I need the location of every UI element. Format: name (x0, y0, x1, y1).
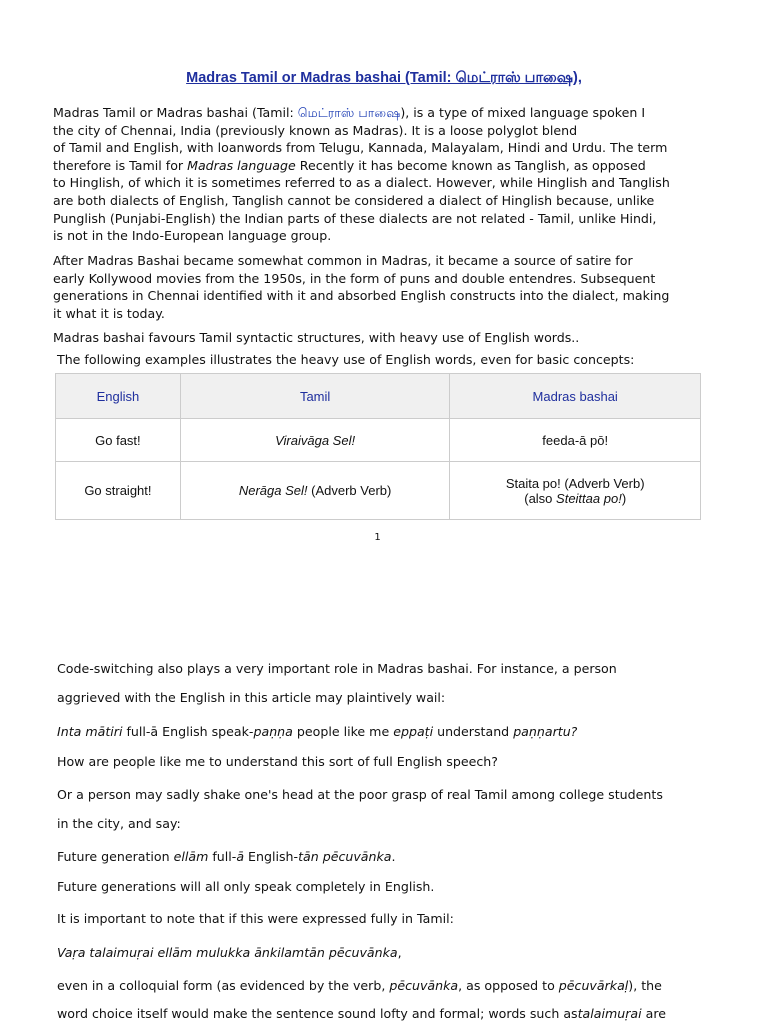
document-title: Madras Tamil or Madras bashai (Tamil: மெட்ராஸ் பாஷை), (186, 70, 582, 86)
intro-line-2: the city of Chennai, India (previously known as Madras). It is a loose polyglot blend (53, 122, 578, 138)
intro-text: ), is a type of mixed language spoken I (400, 105, 646, 120)
alt-text: ) (621, 490, 627, 506)
alt-text: (also (524, 490, 557, 506)
plain-text: even in a colloquial form (as evidenced by the verb, (57, 978, 390, 993)
history-line-2: early Kollywood movies from the 1950s, in the form of puns and double entendres. Subsequent (53, 270, 656, 286)
table-header-row (56, 374, 701, 419)
italic-term: Inta mātiri (57, 724, 123, 739)
cell-english: Go straight! (56, 462, 181, 520)
history-paragraph (53, 252, 708, 322)
syntax-text: Madras bashai favours Tamil syntactic structures, with heavy use of English words.. (53, 330, 580, 345)
code-switch-line-5: It is important to note that if this were expressed fully in Tamil: (57, 911, 454, 926)
cell-madras-bashai (450, 419, 701, 462)
italic-term: paṇṇa (253, 724, 293, 739)
madras-phrase: Staita po! (Adverb Verb) (505, 475, 645, 491)
header-tamil: Tamil (180, 374, 450, 419)
code-switch-line-7 (57, 1006, 712, 1021)
plain-text: , (397, 945, 402, 960)
history-line-3: generations in Chennai identified with it and absorbed English constructs into the dialect, making (53, 288, 670, 304)
code-switch-line-6 (57, 978, 712, 993)
intro-paragraph (53, 104, 708, 245)
example-sentence-2 (57, 849, 712, 864)
italic-term: paṇṇartu? (513, 724, 578, 739)
syntax-paragraph (53, 329, 708, 347)
cell-english: Go fast! (56, 419, 181, 462)
plain-text: English- (244, 849, 299, 864)
example-sentence-3 (57, 945, 712, 960)
examples-intro-text: The following examples illustrates the heavy use of English words, even for basic concepts: (57, 352, 635, 367)
italic-term: ellām (173, 849, 209, 864)
intro-line-3: of Tamil and English, with loanwords from Telugu, Kannada, Malayalam, Hindi and Urdu. The term (53, 140, 668, 156)
italic-term: Vaṛa talaimuṛai ellām mulukka ānkilamtān pēcuvānka (57, 945, 398, 960)
plain-text: full-ā English speak- (122, 724, 254, 739)
page-number: 1 (374, 532, 381, 543)
plain-text: understand (433, 724, 514, 739)
italic-term: Madras language (187, 157, 296, 173)
plain-text: . (391, 849, 396, 864)
madras-alt-phrase (450, 491, 700, 506)
intro-text: Madras Tamil or Madras bashai (Tamil: (53, 105, 298, 120)
code-switch-line-2: aggrieved with the English in this article may plaintively wail: (57, 690, 446, 705)
translation-1: How are people like me to understand this sort of full English speech? (57, 754, 498, 769)
tamil-script-term: மெட்ராஸ் பாஷை (297, 105, 401, 120)
table-row (56, 419, 701, 462)
examples-intro-paragraph (57, 351, 712, 369)
italic-term: tān pēcuvānka (298, 849, 392, 864)
intro-text: therefore is Tamil for (53, 157, 188, 173)
code-switch-line-1: Code-switching also plays a very important role in Madras bashai. For instance, a person (57, 661, 617, 676)
plain-text: word choice itself would make the sentence sound lofty and formal; words such as (57, 1006, 578, 1021)
cell-tamil (180, 419, 450, 462)
italic-term: ā (236, 849, 245, 864)
plain-text: full- (208, 849, 237, 864)
cell-tamil (180, 462, 450, 520)
plain-text: Future generation (57, 849, 174, 864)
italic-term: eppaṭi (393, 724, 434, 739)
grammar-note: (Adverb Verb) (307, 483, 392, 498)
intro-line-6: are both dialects of English, Tanglish cannot be considered a dialect of Hinglish because, unlike (53, 192, 655, 208)
intro-line-5: to Hinglish, of which it is sometimes referred to as a dialect. However, while Hinglish and Tanglish (53, 175, 670, 191)
header-madras-bashai: Madras bashai (450, 374, 701, 419)
madras-phrase: feeda-ā pō! (542, 432, 609, 448)
intro-line-7: Punglish (Punjabi-English) the Indian parts of these dialects are not related - Tamil, unlike Hindi, (53, 210, 657, 226)
history-line-1: After Madras Bashai became somewhat common in Madras, it became a source of satire for (53, 253, 633, 268)
intro-line-4 (53, 157, 708, 175)
translation-2: Future generations will all only speak completely in English. (57, 879, 435, 894)
header-english: English (56, 374, 181, 419)
history-line-4: it what it is today. (53, 305, 165, 321)
intro-line-8: is not in the Indo-European language group. (53, 228, 332, 244)
italic-term: pēcuvārkaḷ (558, 978, 629, 993)
tamil-phrase: Nerāga Sel! (238, 483, 308, 498)
code-switch-line-3: Or a person may sadly shake one's head at the poor grasp of real Tamil among college students (57, 787, 663, 802)
tamil-phrase: Viraivāga Sel! (275, 432, 356, 448)
cell-madras-bashai (450, 462, 701, 520)
alt-italic: Steittaa po! (556, 490, 622, 506)
examples-table (55, 373, 701, 520)
code-switch-line-4: in the city, and say: (57, 816, 181, 831)
table-row (56, 462, 701, 520)
italic-term: talaimuṛai (577, 1006, 642, 1021)
plain-text: are (641, 1006, 666, 1021)
plain-text: people like me (292, 724, 394, 739)
plain-text: ), the (628, 978, 662, 993)
italic-term: pēcuvānka (389, 978, 459, 993)
intro-text: Recently it has become known as Tanglish, as opposed (295, 157, 646, 173)
example-sentence-1 (57, 724, 712, 739)
intro-line-1 (53, 104, 708, 122)
plain-text: , as opposed to (458, 978, 559, 993)
